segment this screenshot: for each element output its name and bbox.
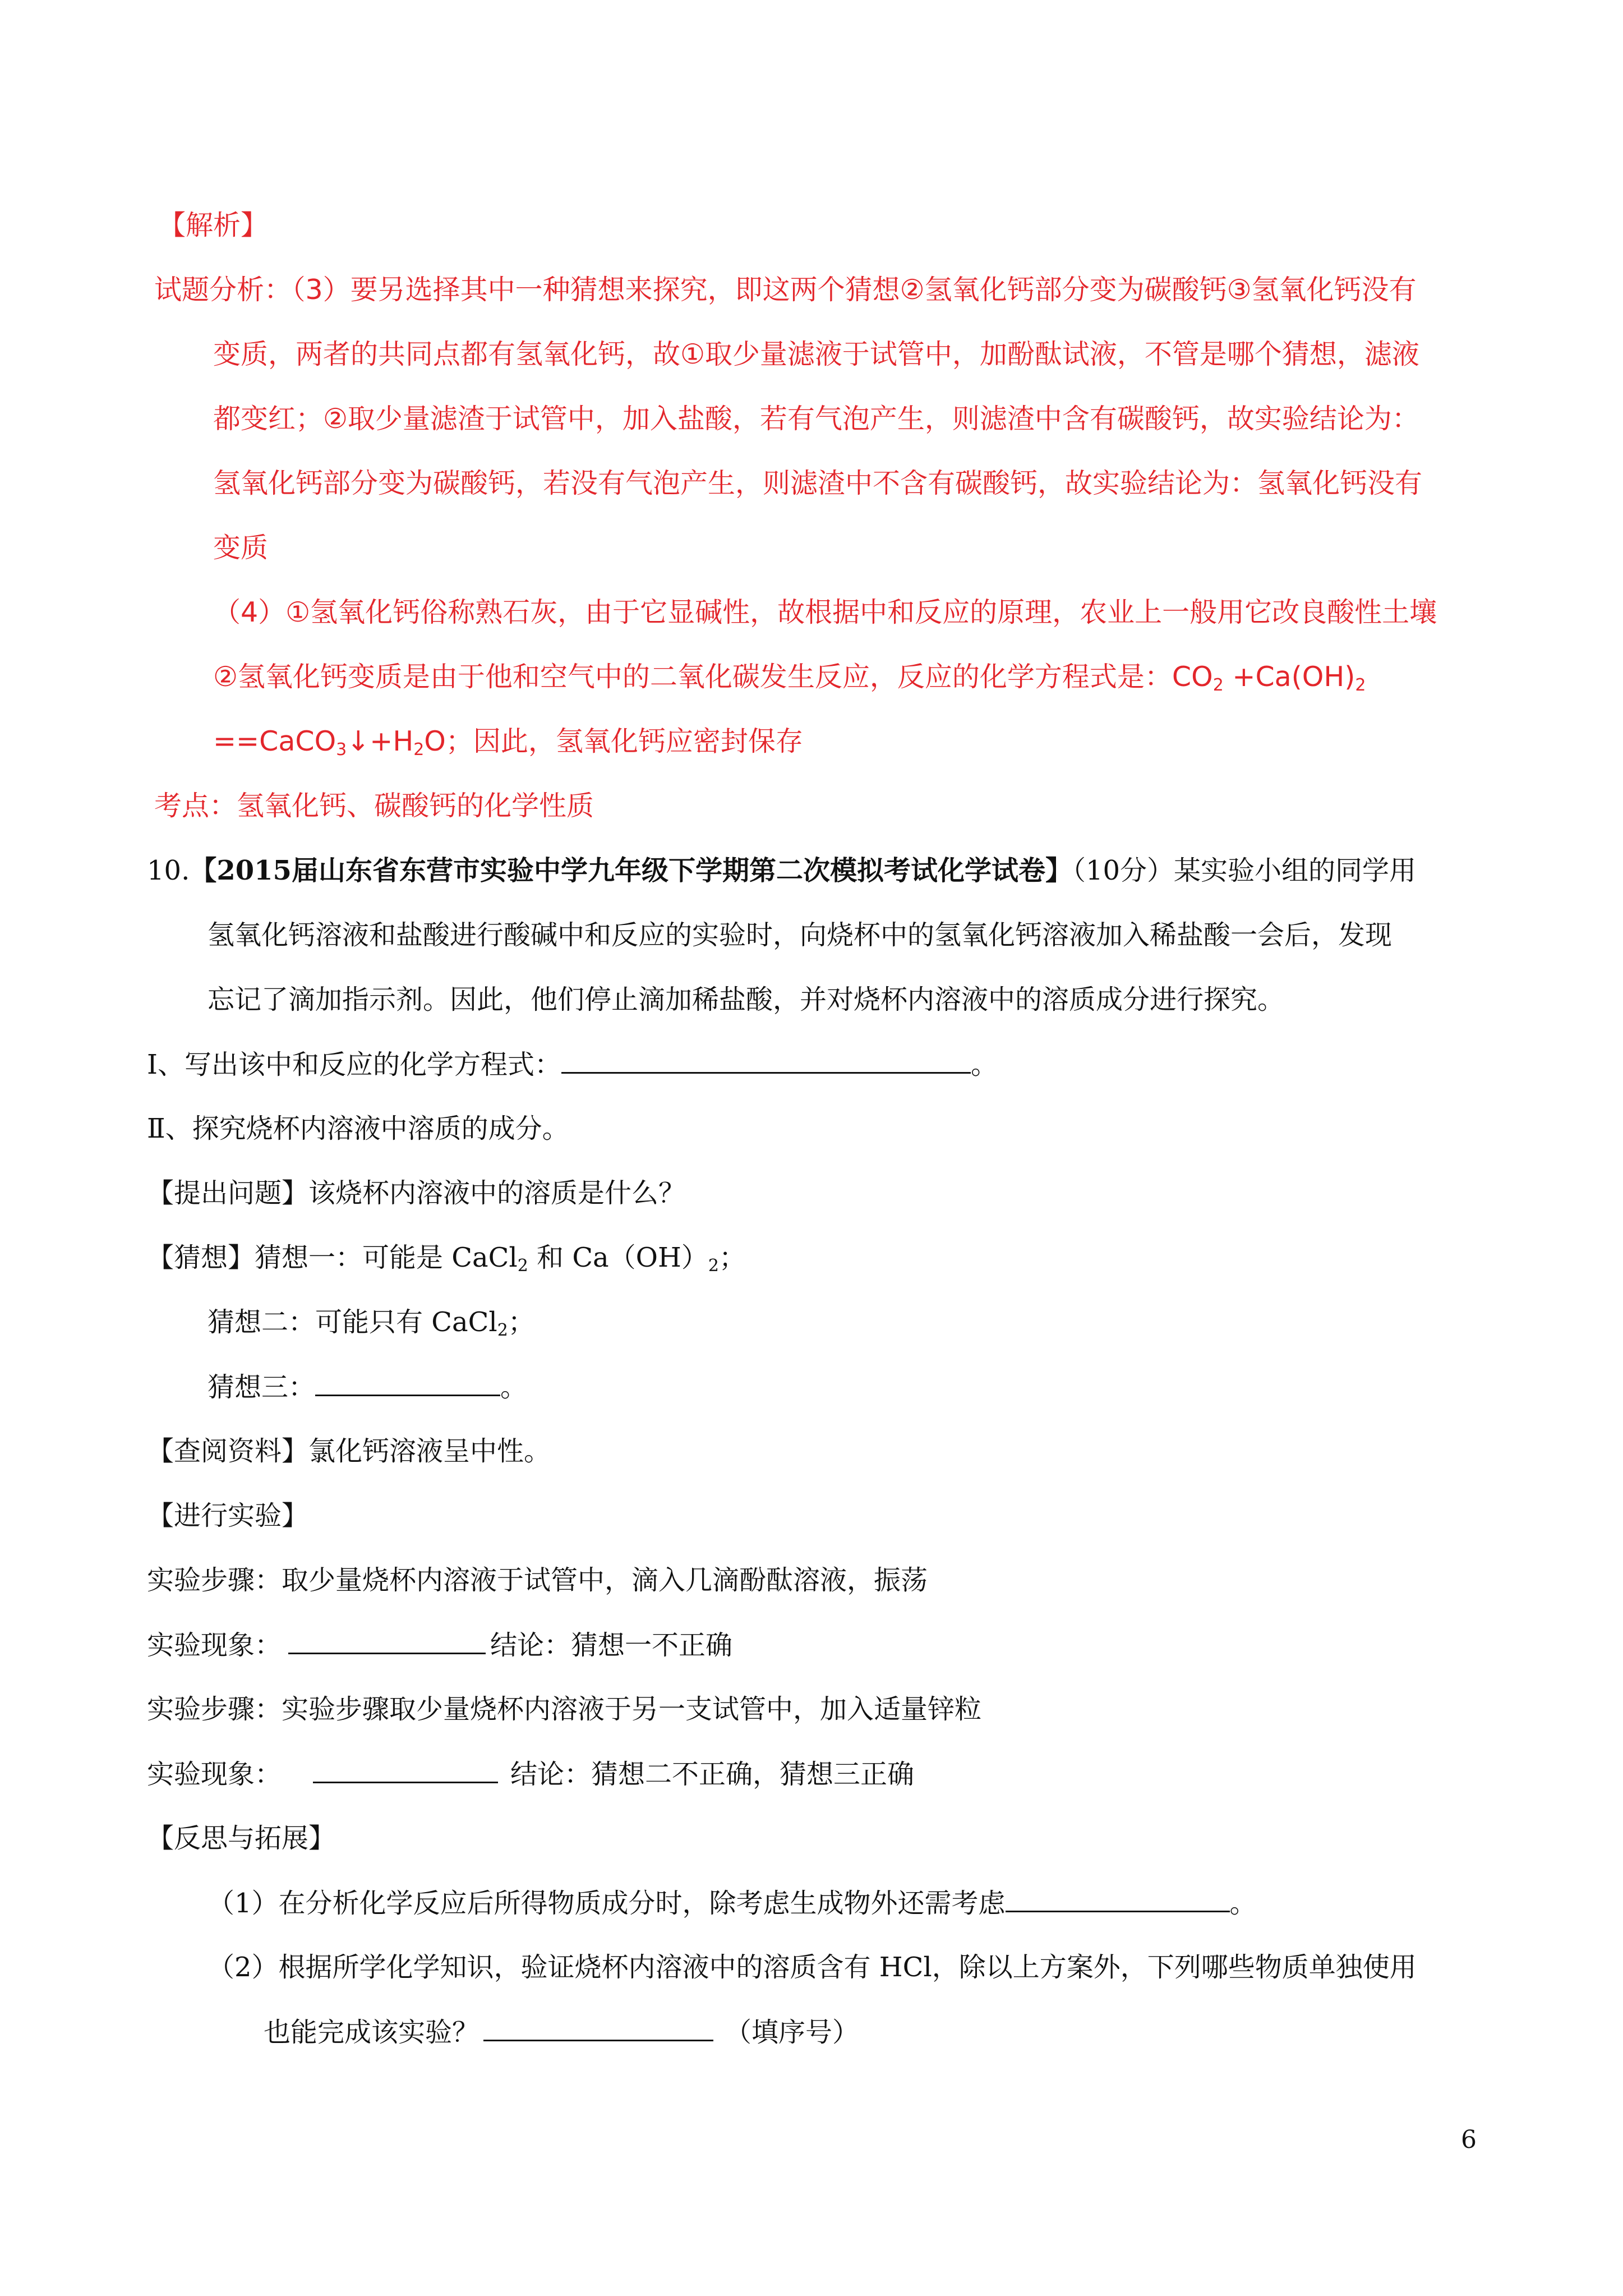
guess-2-line <box>208 1305 535 1339</box>
answer-blank[interactable] <box>315 1370 500 1396</box>
text: ； <box>508 1306 535 1338</box>
question-source: 【2015届山东省东营市实验中学九年级下学期第二次模拟考试化学试卷】 <box>190 855 1072 886</box>
period: 。 <box>500 1372 528 1403</box>
text: 该烧杯内溶液中的溶质是什么？ <box>308 1177 686 1209</box>
answer-blank[interactable] <box>561 1047 971 1074</box>
text: （填序号） <box>725 2017 860 2048</box>
reflection-line <box>208 1886 1257 1920</box>
guess-1-line <box>147 1241 746 1274</box>
experiment-label: 【进行实验】 <box>147 1500 309 1531</box>
period: 。 <box>1229 1888 1257 1919</box>
section-label: 【猜想】 <box>147 1242 255 1273</box>
analysis-line: 变质 <box>213 532 269 564</box>
question-line: 忘记了滴加指示剂。因此，他们停止滴加稀盐酸，并对烧杯内溶液中的溶质成分进行探究。 <box>208 984 1285 1015</box>
experiment-step-line: 实验步骤：取少量烧杯内溶液于试管中，滴入几滴酚酞溶液，振荡 <box>147 1565 928 1596</box>
analysis-line: （4）①氢氧化钙俗称熟石灰，由于它显碱性，故根据中和反应的原理，农业上一般用它改良酸性土壤 <box>213 596 1437 628</box>
text: ↓+H <box>347 725 414 757</box>
subscript: 2 <box>1212 675 1224 695</box>
phenomenon-label: 实验现象： <box>147 1759 282 1790</box>
phenomenon-label: 实验现象： <box>147 1630 282 1661</box>
page-number: 6 <box>1461 2125 1477 2154</box>
answer-blank[interactable] <box>313 1757 498 1783</box>
text: 猜想三： <box>208 1372 316 1403</box>
text: +Ca(OH) <box>1223 661 1355 693</box>
text: ==CaCO <box>213 725 336 757</box>
section-label: 【查阅资料】 <box>147 1435 309 1467</box>
guess-3-line <box>208 1370 527 1404</box>
text: 猜想二：可能只有 CaCl <box>208 1306 497 1338</box>
analysis-equation-line <box>213 660 1366 694</box>
subscript: 2 <box>708 1256 719 1276</box>
subscript: 2 <box>413 740 425 760</box>
experiment-step-line: 实验步骤：实验步骤取少量烧杯内溶液于另一支试管中，加入适量锌粒 <box>147 1694 982 1725</box>
part-i-label: Ⅰ、写出该中和反应的化学方程式： <box>147 1049 561 1080</box>
analysis-line: 试题分析：（3）要另选择其中一种猜想来探究，即这两个猜想②氢氧化钙部分变为碳酸钙③氢氧化钙没有 <box>154 274 1417 306</box>
text: 猜想一：可能是 CaCl <box>255 1242 518 1273</box>
text: ； <box>718 1242 746 1273</box>
analysis-line: 氢氧化钙部分变为碳酸钙，若没有气泡产生，则滤渣中不含有碳酸钙，故实验结论为：氢氧化钙没有 <box>213 467 1423 499</box>
question-text: （10分）某实验小组的同学用 <box>1072 855 1417 886</box>
conclusion: 结论：猜想一不正确 <box>490 1630 733 1661</box>
text: O；因此，氢氧化钙应密封保存 <box>424 725 803 757</box>
text: 氯化钙溶液呈中性。 <box>308 1435 551 1467</box>
conclusion: 结论：猜想二不正确，猜想三正确 <box>510 1759 915 1790</box>
analysis-header: 【解析】 <box>158 209 269 241</box>
answer-blank[interactable] <box>288 1628 486 1654</box>
reflection-line: （2）根据所学化学知识，验证烧杯内溶液中的溶质含有 HCl，除以上方案外，下列哪些物质单独使用 <box>208 1952 1417 1983</box>
phenomenon-line <box>147 1757 914 1791</box>
kaodian-line: 考点：氢氧化钙、碳酸钙的化学性质 <box>154 790 594 822</box>
reference-line <box>147 1434 551 1468</box>
answer-blank[interactable] <box>483 2015 713 2041</box>
text: 也能完成该实验？ <box>264 2017 479 2048</box>
text: （1）在分析化学反应后所得物质成分时，除考虑生成物外还需考虑 <box>208 1888 1006 1919</box>
analysis-line: 变质，两者的共同点都有氢氧化钙，故①取少量滤液于试管中，加酚酞试液，不管是哪个猜想，滤液 <box>213 338 1419 370</box>
question-10-header <box>147 854 1416 887</box>
period: 。 <box>970 1049 998 1080</box>
question-number: 10. <box>147 855 190 886</box>
subscript: 2 <box>1355 675 1366 695</box>
analysis-equation-line <box>213 725 803 758</box>
subscript: 2 <box>517 1256 528 1276</box>
part-i-line <box>147 1047 998 1082</box>
phenomenon-line <box>147 1628 732 1662</box>
subscript: 3 <box>336 740 347 760</box>
section-label: 【提出问题】 <box>147 1177 309 1209</box>
reflection-line <box>264 2015 859 2049</box>
text: ②氢氧化钙变质是由于他和空气中的二氧化碳发生反应，反应的化学方程式是：CO <box>213 661 1213 693</box>
answer-blank[interactable] <box>1006 1886 1230 1912</box>
reflection-label: 【反思与拓展】 <box>147 1823 336 1854</box>
question-line: 氢氧化钙溶液和盐酸进行酸碱中和反应的实验时，向烧杯中的氢氧化钙溶液加入稀盐酸一会后，发现 <box>208 919 1393 951</box>
analysis-line: 都变红；②取少量滤渣于试管中，加入盐酸，若有气泡产生，则滤渣中含有碳酸钙，故实验结论为： <box>213 403 1419 435</box>
question-line <box>147 1176 685 1210</box>
part-ii-line: Ⅱ、探究烧杯内溶液中溶质的成分。 <box>147 1113 569 1144</box>
text: 和 Ca（OH） <box>528 1242 708 1273</box>
subscript: 2 <box>497 1320 508 1340</box>
